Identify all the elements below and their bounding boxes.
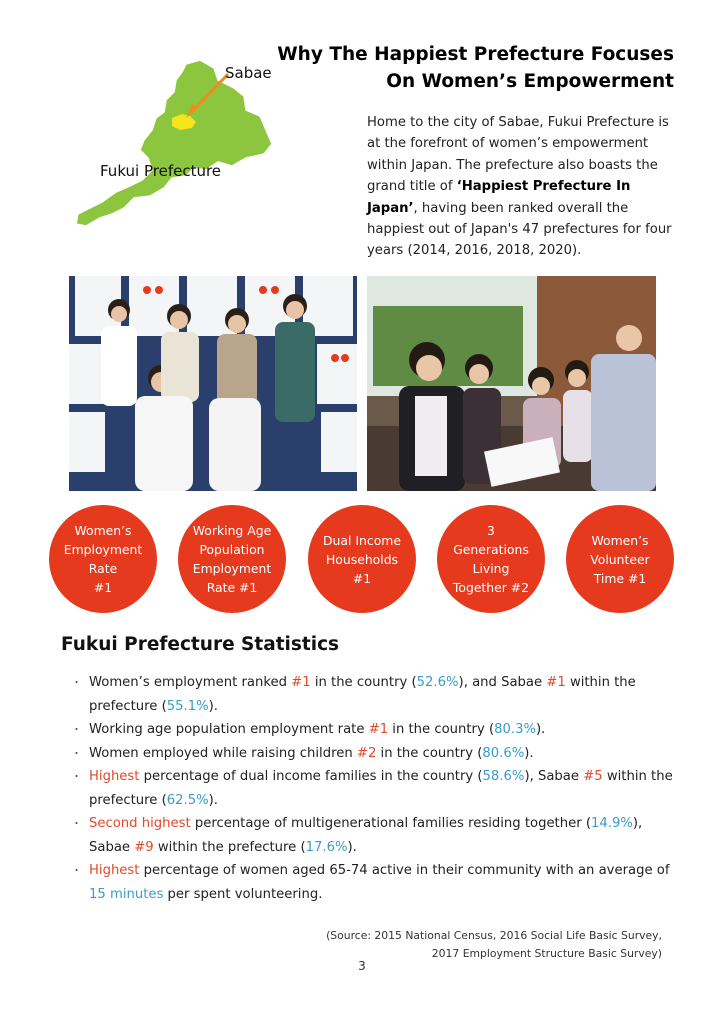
stats-list-item [76,765,676,812]
circle-text [193,521,272,597]
stat-text: in the country ( [376,745,483,761]
circle-line: Time #1 [593,570,647,586]
circle-line: Employment [63,542,143,557]
stat-text: Working age population employment rate [89,722,369,737]
highlight-value: 55.1% [166,698,209,714]
circle-line: Volunteer [590,551,650,567]
source-note [326,927,662,963]
circle-line: Population [199,542,265,557]
circle-line: #1 [352,570,372,586]
highlight-rank: #9 [134,839,154,855]
stat-text: per spent volunteering. [163,886,323,902]
circle-text [323,531,401,588]
map-label-sabae: Sabae [225,64,272,82]
circle-line: Women’s [591,532,649,548]
circle-text [590,531,649,588]
highlight-rank: #5 [583,769,603,784]
intro-paragraph [367,112,677,262]
highlight-rank: Highest [89,863,140,878]
stat-text: ), Sabae [89,816,643,855]
group-photo [69,276,357,491]
stat-text: within the prefecture ( [153,839,306,855]
stat-text: within the prefecture ( [89,769,673,808]
circle-line: 3 [487,523,495,538]
circle-text [64,521,143,597]
stats-list-item [76,812,676,859]
stats-heading: Fukui Prefecture Statistics [61,634,340,655]
circle-line: Generations [453,542,529,557]
stat-text: within the prefecture ( [89,675,636,714]
page-title-line2: On Women’s Empowerment [386,71,674,92]
intro-bold-title: ‘Happiest Prefecture In Japan’ [367,179,631,216]
stats-list-item [76,718,676,742]
stat-text: in the country ( [388,722,495,737]
stats-list-item [76,671,676,718]
highlight-value: 80.3% [494,722,537,737]
circle-line: Together #2 [452,580,530,595]
highlight-rank: Second highest [89,816,191,831]
stat-text: ). [524,745,534,761]
certificate-photo [367,276,656,491]
stat-text: percentage of women aged 65-74 active in their community with an average of [139,863,670,878]
circle-line: Working Age [192,523,272,538]
stats-list [76,671,676,906]
circle-line: Employment [192,561,272,576]
highlight-value: 62.5% [166,792,209,808]
stat-text: ). [208,698,218,714]
intro-text-2: , having been ranked overall the happiest out of Japan's 47 prefectures for four years (2014, 2016, 2018, 2020). [367,200,672,259]
source-line1: (Source: 2015 National Census, 2016 Social Life Basic Survey, [326,929,662,942]
highlight-value: 14.9% [590,816,633,831]
highlight-value: 52.6% [416,675,459,690]
highlight-value: 17.6% [305,839,348,855]
stat-text: ), Sabae [524,769,584,784]
circle-line: Dual Income [323,532,401,548]
stat-circle-womens-employment [49,505,157,613]
circle-line: Women’s [74,523,132,538]
stat-circle-working-age-employment [178,505,286,613]
page-title-line1: Why The Happiest Prefecture Focuses [277,44,674,65]
source-line2: 2017 Employment Structure Basic Survey) [431,947,662,960]
map-label-fukui: Fukui Prefecture [100,162,222,180]
stat-text: ). [208,792,218,808]
stat-text: in the country ( [310,675,417,690]
fukui-map-graphic [68,58,283,233]
circle-line: #1 [93,580,113,595]
page-title [277,41,674,95]
circle-line: Households [325,551,399,567]
circle-line: Rate [88,561,118,576]
highlight-value: 15 minutes [89,886,164,902]
certificate-photo-image [367,276,656,491]
fukui-land-shape [76,60,272,226]
stat-text: Women’s employment ranked [89,675,292,690]
stat-text: ). [347,839,357,855]
group-photo-image [69,276,357,491]
stat-circle-dual-income [308,505,416,613]
stats-list-item [76,859,676,906]
stat-circle-three-generations [437,505,545,613]
highlight-value: 58.6% [482,769,525,784]
stat-text: percentage of dual income families in the country ( [139,769,483,784]
stat-text: Women employed while raising children [89,745,357,761]
highlight-rank: Highest [89,769,140,784]
highlight-rank: #2 [356,745,377,761]
circle-line: Living [472,561,510,576]
highlight-value: 80.6% [482,745,525,761]
highlight-rank: #1 [291,675,311,690]
stat-text: ). [536,722,546,737]
highlight-rank: #1 [546,675,566,690]
fukui-map [68,58,283,233]
highlight-rank: #1 [368,722,389,737]
stat-text: percentage of multigenerational families residing together ( [190,816,591,831]
circle-line: Rate #1 [206,580,258,595]
stat-circle-volunteer-time [566,505,674,613]
circle-text [453,521,529,597]
stat-text: ), and Sabae [458,675,547,690]
intro-text-1: Home to the city of Sabae, Fukui Prefecture is at the forefront of women’s empowerment within Japan. The prefecture also boasts the grand title of [367,115,669,195]
page-number: 3 [358,959,366,973]
stats-list-item [76,742,676,766]
